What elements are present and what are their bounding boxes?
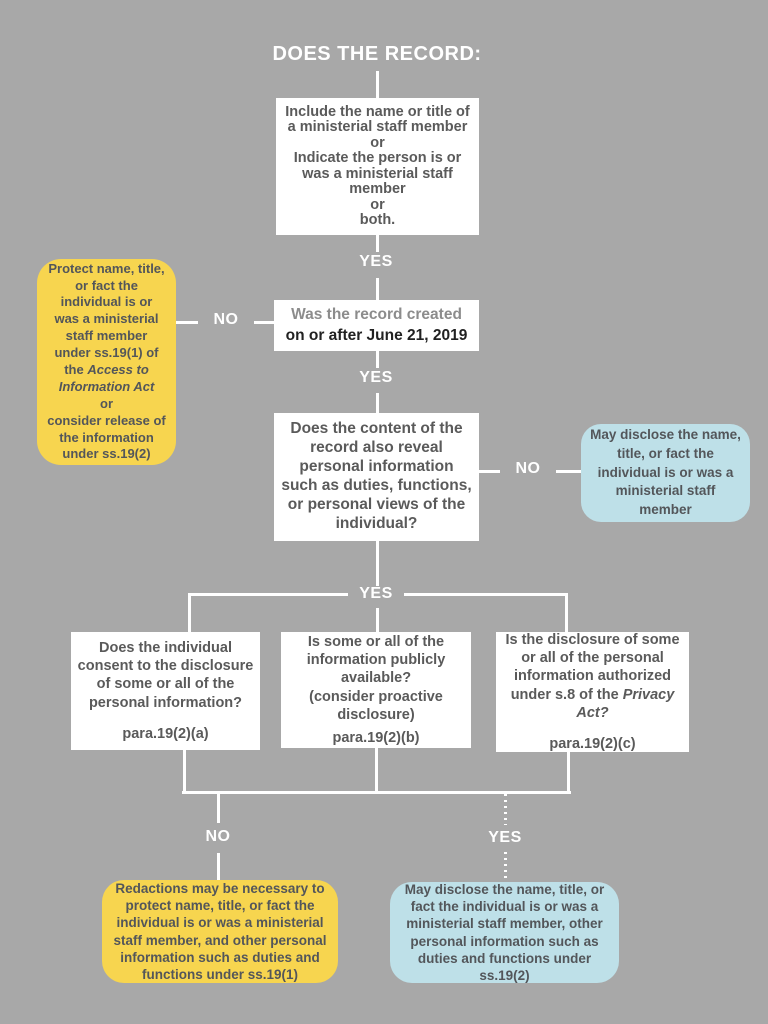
label-yes-1: YES: [359, 253, 393, 270]
connector-criteria-to-yes1: [376, 234, 379, 252]
outcome-protect-ss19-1: [37, 259, 176, 465]
outcome-redactions-text: Redactions may be necessary to protect name, title, or fact the individual is or was a ministerial staff member, and other personal information such as duties and functions under ss.19(1): [113, 881, 327, 982]
connector-yes4-top-dotted: [504, 794, 507, 825]
decision-record-criteria: [276, 98, 479, 235]
record-date-question: Was the record created: [291, 305, 462, 323]
label-yes-4: YES: [488, 829, 522, 846]
connector-no2-right: [556, 470, 581, 473]
criteria-line: Include the name or title of a ministerial staff member: [285, 103, 470, 135]
connector-consent-down: [183, 750, 186, 793]
connector-branch-center-vertical: [376, 608, 379, 632]
consent-para-ref: para.19(2)(a): [122, 725, 209, 742]
outcome-protect-part1: Protect name, title, or fact the individual is or was a ministerial staff member under ss.19(1) of the: [48, 260, 165, 377]
consent-question: Does the individual consent to the disclosure of some or all of the personal information?: [77, 639, 254, 711]
connector-no3-top: [217, 794, 220, 823]
connector-no1-right: [254, 321, 275, 324]
outcome-redactions-ss19-1: [102, 880, 338, 983]
criteria-both: both.: [359, 212, 396, 228]
public-para-ref: para.19(2)(b): [332, 730, 420, 747]
privacy-act-para-ref: para.19(2)(c): [549, 736, 636, 753]
connector-convergence-bar: [182, 791, 571, 794]
privacy-act-question: [500, 631, 685, 722]
connector-yes1-to-date: [376, 278, 379, 300]
connector-no1-left: [176, 321, 198, 324]
decision-consent: [71, 632, 260, 750]
outcome-protect-act-title: Access to Information Act: [58, 362, 155, 394]
public-question: Is some or all of the information publicly available?: [306, 633, 446, 687]
connector-privacy-down: [567, 752, 570, 793]
connector-title-to-criteria: [376, 71, 379, 98]
connector-branch-left-vertical: [188, 593, 191, 632]
outcome-protect-text: [47, 261, 166, 464]
connector-branch-right-vertical: [565, 593, 568, 632]
connector-no3-bottom: [217, 853, 220, 880]
outcome-disclose-info-text: May disclose the name, title, or fact the individual is or was a ministerial staff member, other personal information such as duties and functions under ss.19(2): [404, 881, 605, 984]
public-note: (consider proactive disclosure): [309, 688, 443, 723]
label-no-2: NO: [515, 460, 541, 477]
criteria-or: or: [370, 134, 385, 151]
decision-personal-info: [274, 413, 479, 541]
privacy-act-part1: Is the disclosure of some or all of the personal information authorized under s.8 of the: [505, 631, 680, 703]
label-yes-3: YES: [359, 585, 393, 602]
decision-privacy-act: [496, 632, 689, 752]
outcome-disclose-name-text: May disclose the name, title, or fact the individual is or was a ministerial staff member: [590, 427, 741, 517]
criteria-line: Indicate the person is or was a ministerial staff member: [293, 150, 462, 197]
outcome-may-disclose-ss19-2: [390, 882, 619, 983]
flowchart-title: DOES THE RECORD:: [272, 43, 482, 65]
criteria-or: or: [370, 196, 385, 213]
outcome-protect-or: or: [100, 395, 113, 411]
connector-personal-to-yes3: [376, 541, 379, 586]
connector-yes2-to-personal: [376, 393, 379, 413]
privacy-act-title: Privacy Act?: [576, 686, 675, 721]
decision-publicly-available: [281, 632, 471, 748]
record-date-value: on or after June 21, 2019: [285, 326, 468, 344]
personal-info-question: Does the content of the record also reveal personal information such as duties, functions, or personal views of the individual?: [281, 420, 472, 532]
outcome-protect-part2: consider release of the information under ss.19(2): [47, 412, 166, 462]
connector-branch-left-horizontal: [188, 593, 348, 596]
label-no-1: NO: [213, 311, 239, 328]
connector-date-to-yes2: [376, 351, 379, 368]
connector-yes4-bottom-dotted: [504, 852, 507, 882]
connector-no2-left: [478, 470, 500, 473]
label-no-3: NO: [205, 828, 231, 845]
outcome-may-disclose-name: [581, 424, 750, 522]
connector-branch-right-horizontal: [404, 593, 568, 596]
label-yes-2: YES: [359, 369, 393, 386]
decision-record-date: [274, 300, 479, 351]
connector-public-down: [375, 748, 378, 793]
